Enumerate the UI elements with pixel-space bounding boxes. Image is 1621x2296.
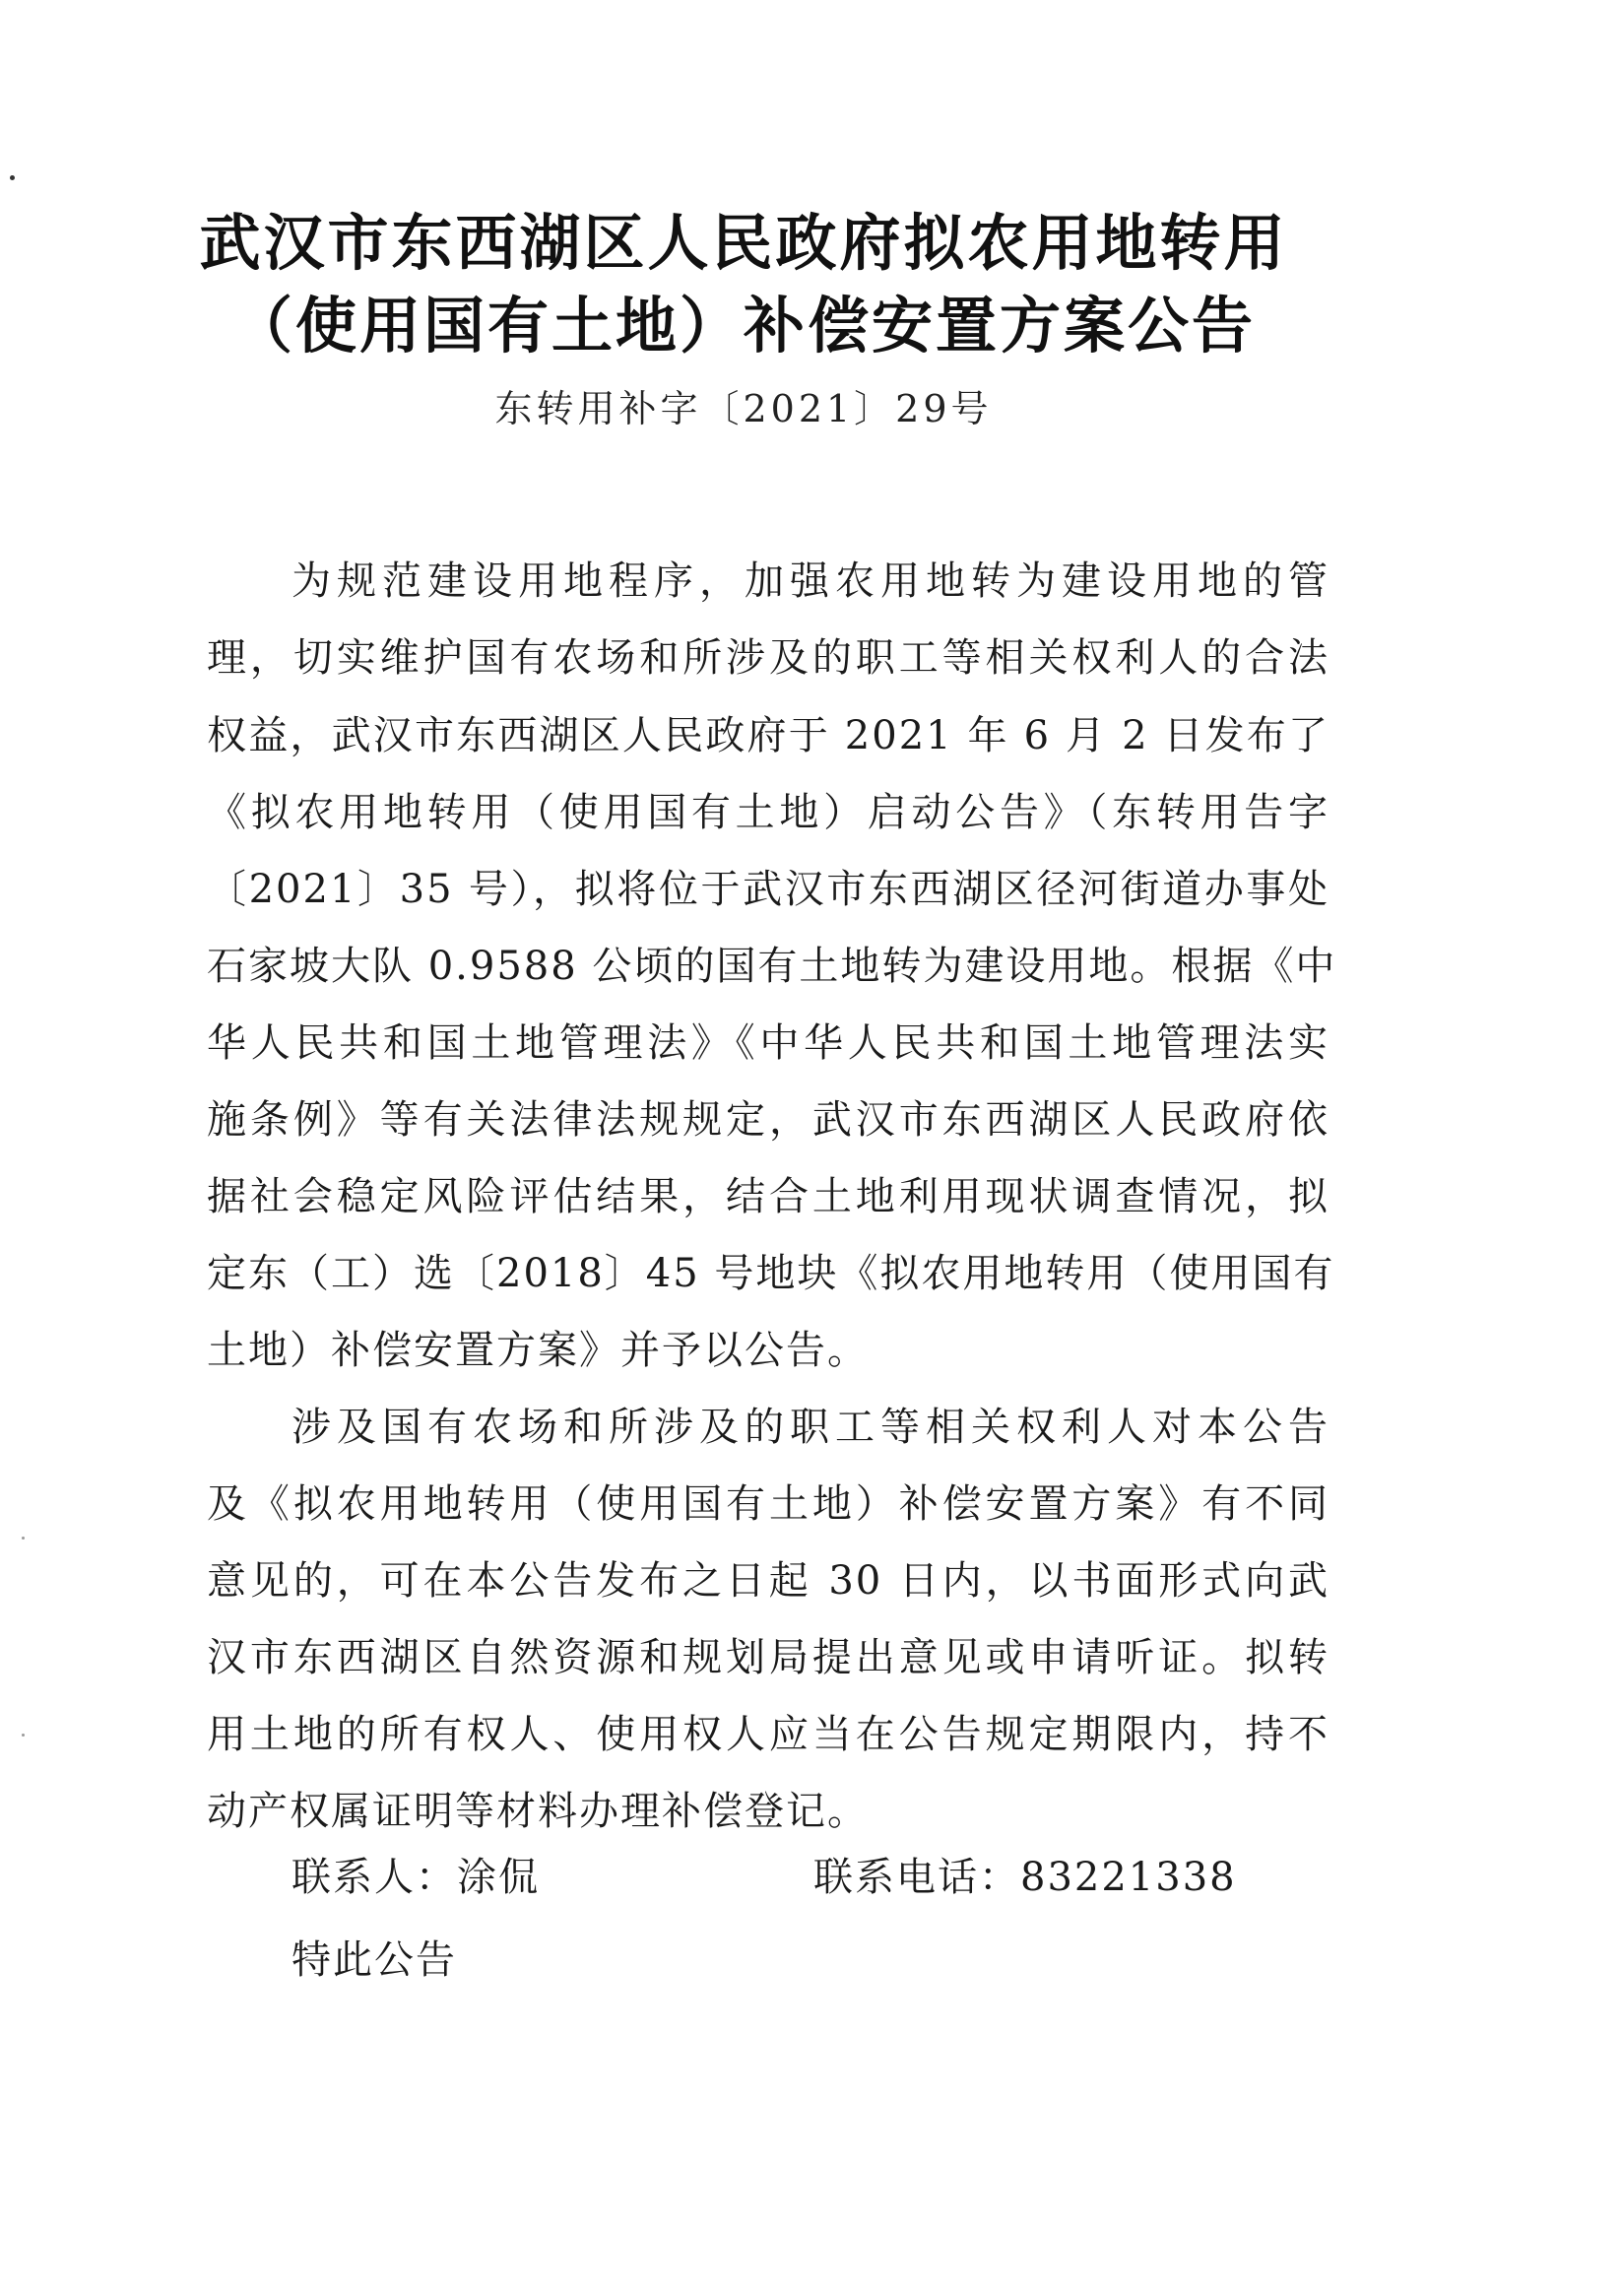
paragraph-2-line: 汉市东西湖区自然资源和规划局提出意见或申请听证。拟转 [207, 1635, 1329, 1680]
paragraph-1-line: 定东（工）选〔2018〕45 号地块《拟农用地转用（使用国有 [207, 1251, 1335, 1296]
scan-mark [22, 1734, 25, 1737]
paragraph-1-line: 华人民共和国土地管理法》《中华人民共和国土地管理法实 [207, 1020, 1329, 1066]
paragraph-1-line: 权益，武汉市东西湖区人民政府于 2021 年 6 月 2 日发布了 [207, 713, 1329, 758]
notice-title-line-1: 武汉市东西湖区人民政府拟农用地转用 [199, 207, 1288, 279]
paragraph-1-line: 据社会稳定风险评估结果，结合土地利用现状调查情况，拟 [207, 1174, 1329, 1219]
paragraph-1-line: 《拟农用地转用（使用国有土地）启动公告》（东转用告字 [207, 790, 1329, 835]
paragraph-1-line: 理，切实维护国有农场和所涉及的职工等相关权利人的合法 [207, 635, 1329, 681]
paragraph-2-line: 用土地的所有权人、使用权人应当在公告规定期限内，持不 [207, 1712, 1329, 1757]
paragraph-1-line: 施条例》等有关法律法规规定，武汉市东西湖区人民政府依 [207, 1097, 1329, 1143]
paragraph-2-line: 动产权属证明等材料办理补偿登记。 [207, 1789, 869, 1834]
closing-text: 特此公告 [292, 1937, 457, 1983]
paragraph-1-line: 〔2021〕35 号），拟将位于武汉市东西湖区径河街道办事处 [207, 867, 1329, 912]
paragraph-1-line: 为规范建设用地程序，加强农用地转为建设用地的管 [292, 558, 1329, 604]
paragraph-2-line: 及《拟农用地转用（使用国有土地）补偿安置方案》有不同 [207, 1481, 1329, 1527]
paragraph-2-line: 涉及国有农场和所涉及的职工等相关权利人对本公告 [292, 1405, 1329, 1450]
scan-mark [22, 1537, 25, 1540]
notice-title-line-2: （使用国有土地）补偿安置方案公告 [230, 290, 1256, 361]
paragraph-1-line: 石家坡大队 0.9588 公顷的国有土地转为建设用地。根据《中 [207, 944, 1337, 989]
contact-person: 联系人：涂侃 [292, 1855, 540, 1900]
scan-speck [10, 175, 15, 180]
paragraph-1-line: 土地）补偿安置方案》并予以公告。 [207, 1328, 869, 1373]
document-number: 东转用补字〔2021〕29号 [494, 387, 993, 430]
paragraph-2-line: 意见的，可在本公告发布之日起 30 日内，以书面形式向武 [207, 1558, 1329, 1604]
contact-phone: 联系电话：83221338 [813, 1855, 1237, 1900]
